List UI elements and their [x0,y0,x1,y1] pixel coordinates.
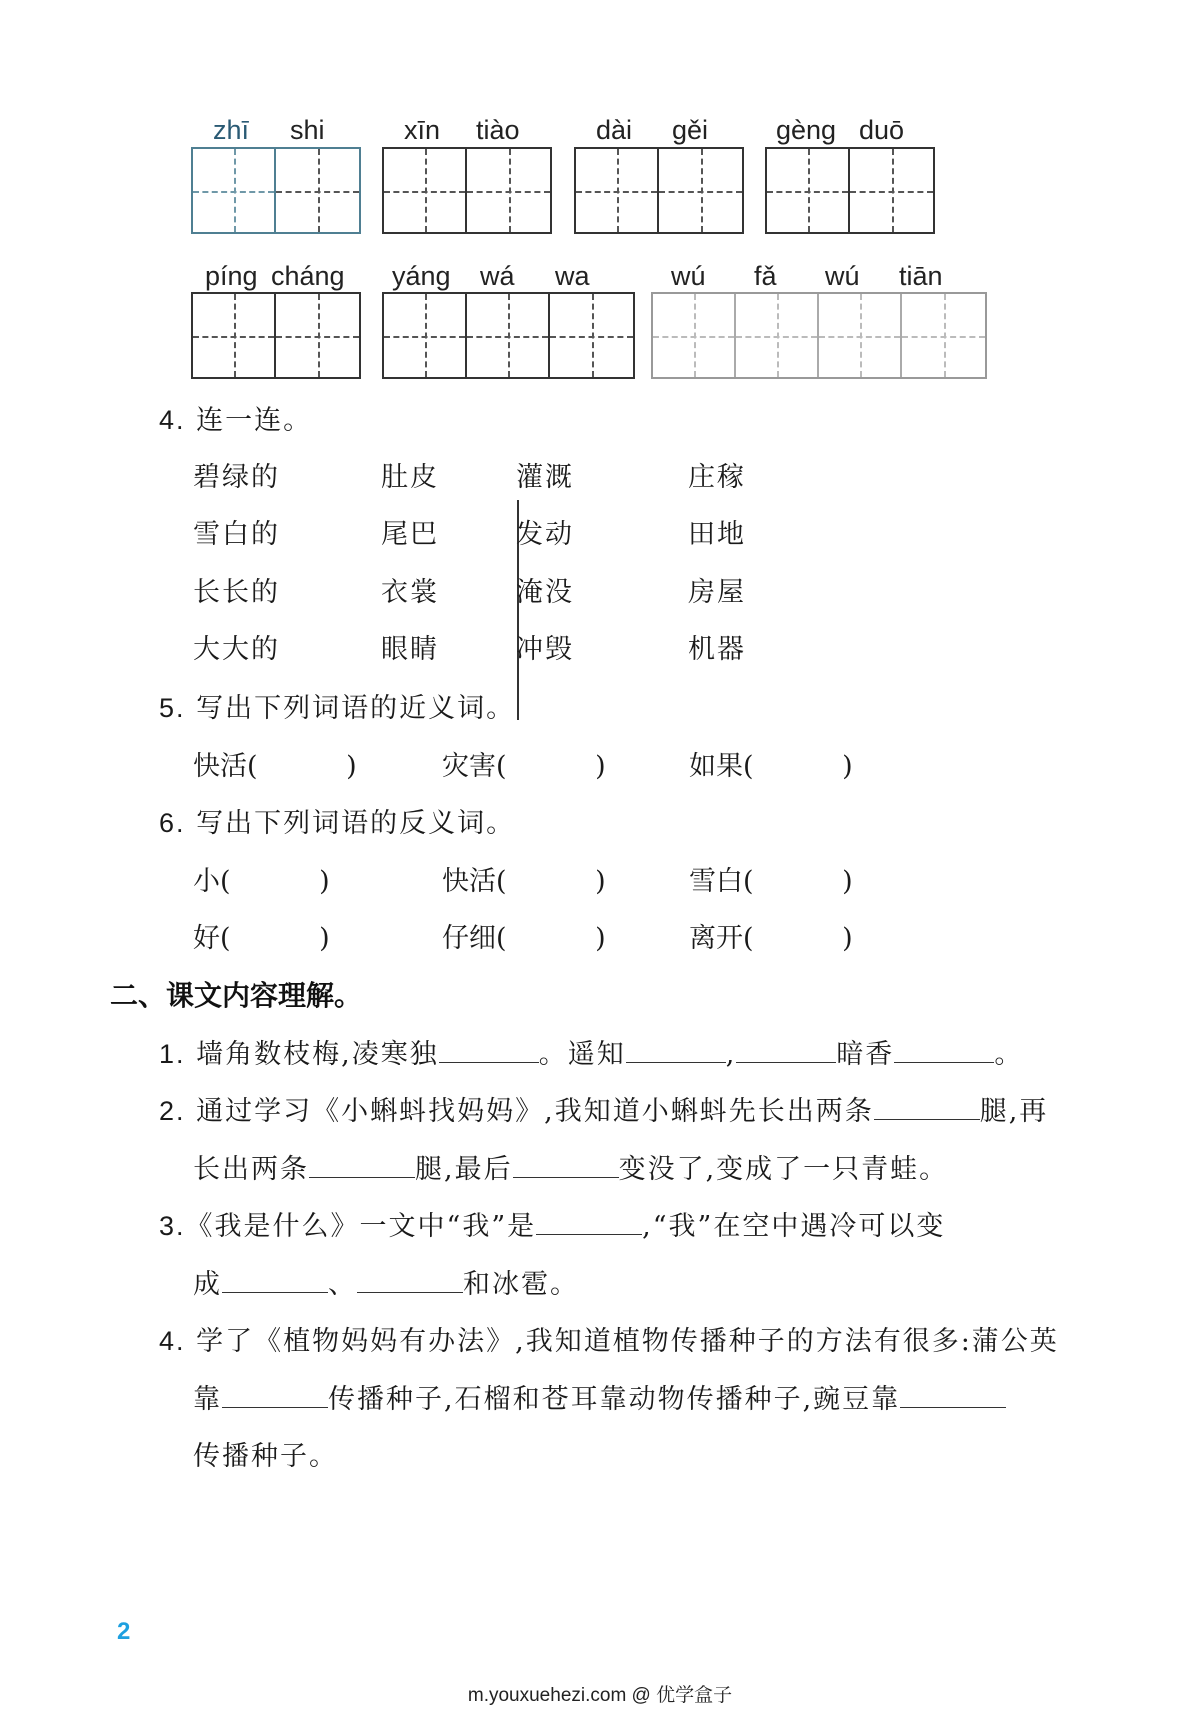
synonym-answer[interactable]: 如果( ) [689,751,853,782]
answer-blank[interactable] [626,1038,726,1063]
match-item[interactable]: 大大的 [193,634,280,665]
antonym-answer[interactable]: 好( ) [193,923,330,954]
pinyin: wú [825,261,860,291]
answer-blank[interactable] [513,1153,619,1178]
match-item[interactable]: 肚皮 [381,462,439,493]
section2-question-3-line1: 3.《我是什么》一文中“我”是 ,“我”在空中遇冷可以变 [159,1211,946,1242]
antonym-answer[interactable]: 小( ) [193,866,330,897]
answer-blank[interactable] [357,1268,463,1293]
question-4-title: 4. 连一连。 [159,405,313,436]
page-number: 2 [117,1618,131,1645]
answer-blank[interactable] [536,1210,642,1235]
synonym-answer[interactable]: 灾害( ) [442,751,606,782]
match-item[interactable]: 尾巴 [381,519,439,550]
match-item[interactable]: 田地 [688,519,746,550]
answer-blank[interactable] [736,1038,836,1063]
section2-question-1: 1. 墙角数枝梅,凌寒独 。遥知 , 暗香 。 [159,1039,1024,1070]
match-item[interactable]: 房屋 [688,577,746,608]
antonym-answer[interactable]: 仔细( ) [442,923,606,954]
pinyin: tiān [899,261,943,291]
answer-blank[interactable] [439,1038,539,1063]
section2-question-4-line3: 传播种子。 [193,1441,338,1472]
writing-grid[interactable] [574,147,744,234]
section2-question-4-line1: 4. 学了《植物妈妈有办法》,我知道植物传播种子的方法有很多:蒲公英 [159,1326,1059,1357]
match-item[interactable]: 冲毁 [516,634,574,665]
pinyin: zhī [213,115,250,145]
answer-blank[interactable] [874,1095,980,1120]
antonym-answer[interactable]: 快活( ) [442,866,606,897]
pinyin: tiào [476,115,520,145]
match-item[interactable]: 庄稼 [688,462,746,493]
pinyin: dài [596,115,633,145]
pinyin: píng [205,261,258,291]
writing-grid[interactable] [765,147,935,234]
pinyin: shi [290,115,325,145]
pinyin: yáng [392,261,451,291]
match-item[interactable]: 碧绿的 [193,462,280,493]
synonym-answer[interactable]: 快活( ) [193,751,357,782]
match-item[interactable]: 灌溉 [516,462,574,493]
pinyin: gèng [776,115,837,145]
answer-blank[interactable] [900,1383,1006,1408]
section-title: 二、课文内容理解。 [110,979,363,1012]
section2-question-4-line2: 靠 传播种子,石榴和苍耳靠动物传播种子,豌豆靠 [193,1377,1006,1416]
section2-question-3-line2: 成 、 和冰雹。 [193,1269,579,1300]
writing-grid[interactable] [382,292,635,379]
pinyin: cháng [271,261,345,291]
pinyin: wa [555,261,590,291]
answer-blank[interactable] [309,1153,415,1178]
writing-grid[interactable] [191,147,361,234]
antonym-answer[interactable]: 离开( ) [689,923,853,954]
section2-question-2-line1: 2. 通过学习《小蝌蚪找妈妈》,我知道小蝌蚪先长出两条 腿,再 [159,1096,1049,1127]
match-item[interactable]: 发动 [516,519,574,550]
writing-grid[interactable] [651,292,987,379]
footer-watermark: m.youxuehezi.com @ 优学盒子 [467,1685,733,1706]
match-item[interactable]: 眼睛 [381,634,439,665]
answer-blank[interactable] [222,1268,328,1293]
answer-blank[interactable] [894,1038,994,1063]
pinyin: fǎ [754,261,777,291]
answer-blank[interactable] [222,1383,328,1408]
section2-question-2-line2: 长出两条 腿,最后 变没了,变成了一只青蛙。 [193,1154,949,1185]
match-item[interactable]: 雪白的 [193,519,280,550]
pinyin: wá [480,261,515,291]
writing-grid[interactable] [382,147,552,234]
match-item[interactable]: 长长的 [193,577,280,608]
match-item[interactable]: 淹没 [516,577,574,608]
writing-grid[interactable] [191,292,361,379]
question-5-title: 5. 写出下列词语的近义词。 [159,693,516,724]
match-item[interactable]: 衣裳 [381,577,439,608]
question-6-title: 6. 写出下列词语的反义词。 [159,808,516,839]
pinyin: xīn [404,115,441,145]
antonym-answer[interactable]: 雪白( ) [689,866,853,897]
pinyin: wú [671,261,706,291]
match-item[interactable]: 机器 [688,634,746,665]
pinyin: duō [859,115,905,145]
pinyin: gěi [672,115,709,145]
